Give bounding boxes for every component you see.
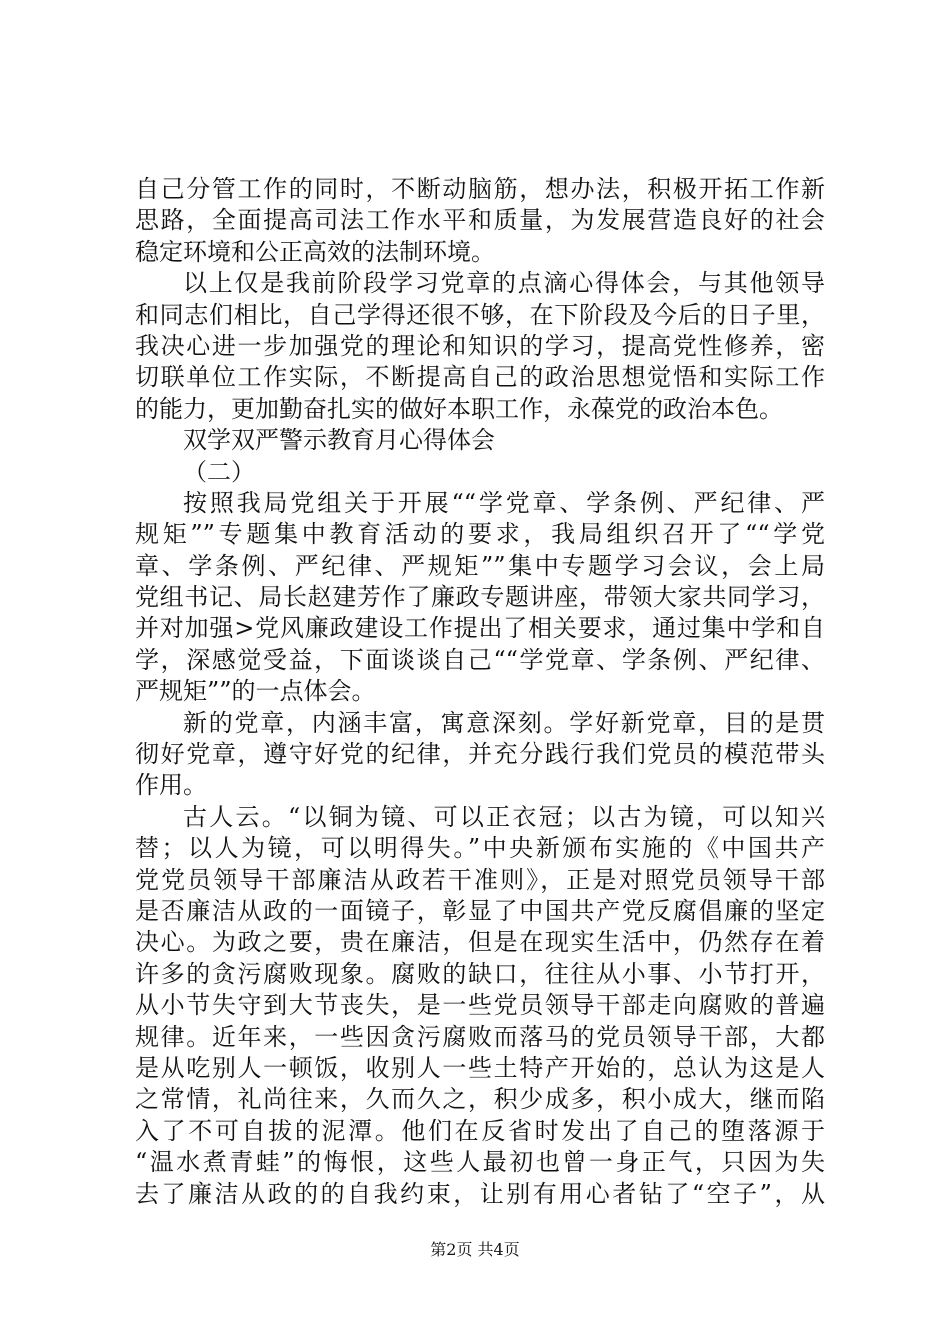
text-line: 学，深感觉受益，下面谈谈自己““学党章、学条例、严纪律、 (135, 645, 825, 674)
text-line: 规律。近年来，一些因贪污腐败而落马的党员领导干部，大都 (135, 1022, 825, 1051)
text-line: 从小节失守到大节丧失，是一些党员领导干部走向腐败的普遍 (135, 991, 825, 1020)
text-line: 许多的贪污腐败现象。腐败的缺口，往往从小事、小节打开， (135, 959, 825, 988)
text-line: 入了不可自拔的泥潭。他们在反省时发出了自己的堕落源于 (135, 1116, 825, 1145)
text-line: 我决心进一步加强党的理论和知识的学习，提高党性修养，密 (135, 331, 825, 360)
text-line: 决心。为政之要，贵在廉洁，但是在现实生活中，仍然存在着 (135, 928, 825, 957)
text-line: 和同志们相比，自己学得还很不够，在下阶段及今后的日子里， (135, 300, 825, 329)
text-line: 党党员领导干部廉洁从政若干准则》，正是对照党员领导干部 (135, 865, 825, 894)
text-line: 之常情，礼尚往来，久而久之，积少成多，积小成大，继而陷 (135, 1085, 825, 1114)
text-line: 古人云。“以铜为镜、可以正衣冠；以古为镜，可以知兴 (183, 802, 825, 831)
text-line: 的能力，更加勤奋扎实的做好本职工作，永葆党的政治本色。 (135, 394, 783, 423)
text-line: 章、学条例、严纪律、严规矩””集中专题学习会议，会上局 (135, 551, 825, 580)
text-line: 规矩””专题集中教育活动的要求，我局组织召开了““学党 (135, 520, 825, 549)
text-line: 稳定环境和公正高效的法制环境。 (135, 237, 495, 266)
text-line: 替；以人为镜，可以明得失。”中央新颁布实施的《中国共产 (135, 834, 825, 863)
text-line: 并对加强>党风廉政建设工作提出了相关要求，通过集中学和自 (135, 614, 825, 643)
document-body (135, 174, 825, 1210)
text-line: 新的党章，内涵丰富，寓意深刻。学好新党章，目的是贯 (183, 708, 825, 737)
text-line: 思路，全面提高司法工作水平和质量，为发展营造良好的社会 (135, 206, 825, 235)
text-line: 切联单位工作实际，不断提高自己的政治思想觉悟和实际工作 (135, 363, 825, 392)
text-line: 是否廉洁从政的一面镜子，彰显了中国共产党反腐倡廉的坚定 (135, 896, 825, 925)
text-line: 去了廉洁从政的的自我约束，让别有用心者钻了“空子”，从 (135, 1179, 825, 1208)
page-footer: 第2页 共4页 (430, 1240, 520, 1259)
text-line: 以上仅是我前阶段学习党章的点滴心得体会，与其他领导 (183, 269, 825, 298)
text-line: 彻好党章，遵守好党的纪律，并充分践行我们党员的模范带头 (135, 740, 825, 769)
text-line: （二） (183, 457, 255, 486)
text-line: 严规矩””的一点体会。 (135, 677, 376, 706)
text-line: 作用。 (135, 771, 207, 800)
text-line: “温水煮青蛙”的悔恨，这些人最初也曾一身正气，只因为失 (135, 1148, 825, 1177)
text-line: 自己分管工作的同时，不断动脑筋，想办法，积极开拓工作新 (135, 175, 825, 203)
text-line: 是从吃别人一顿饭，收别人一些土特产开始的，总认为这是人 (135, 1053, 825, 1082)
text-line: 党组书记、局长赵建芳作了廉政专题讲座，带领大家共同学习， (135, 583, 825, 612)
text-line: 双学双严警示教育月心得体会 (183, 426, 495, 455)
text-line: 按照我局党组关于开展““学党章、学条例、严纪律、严 (183, 488, 825, 517)
